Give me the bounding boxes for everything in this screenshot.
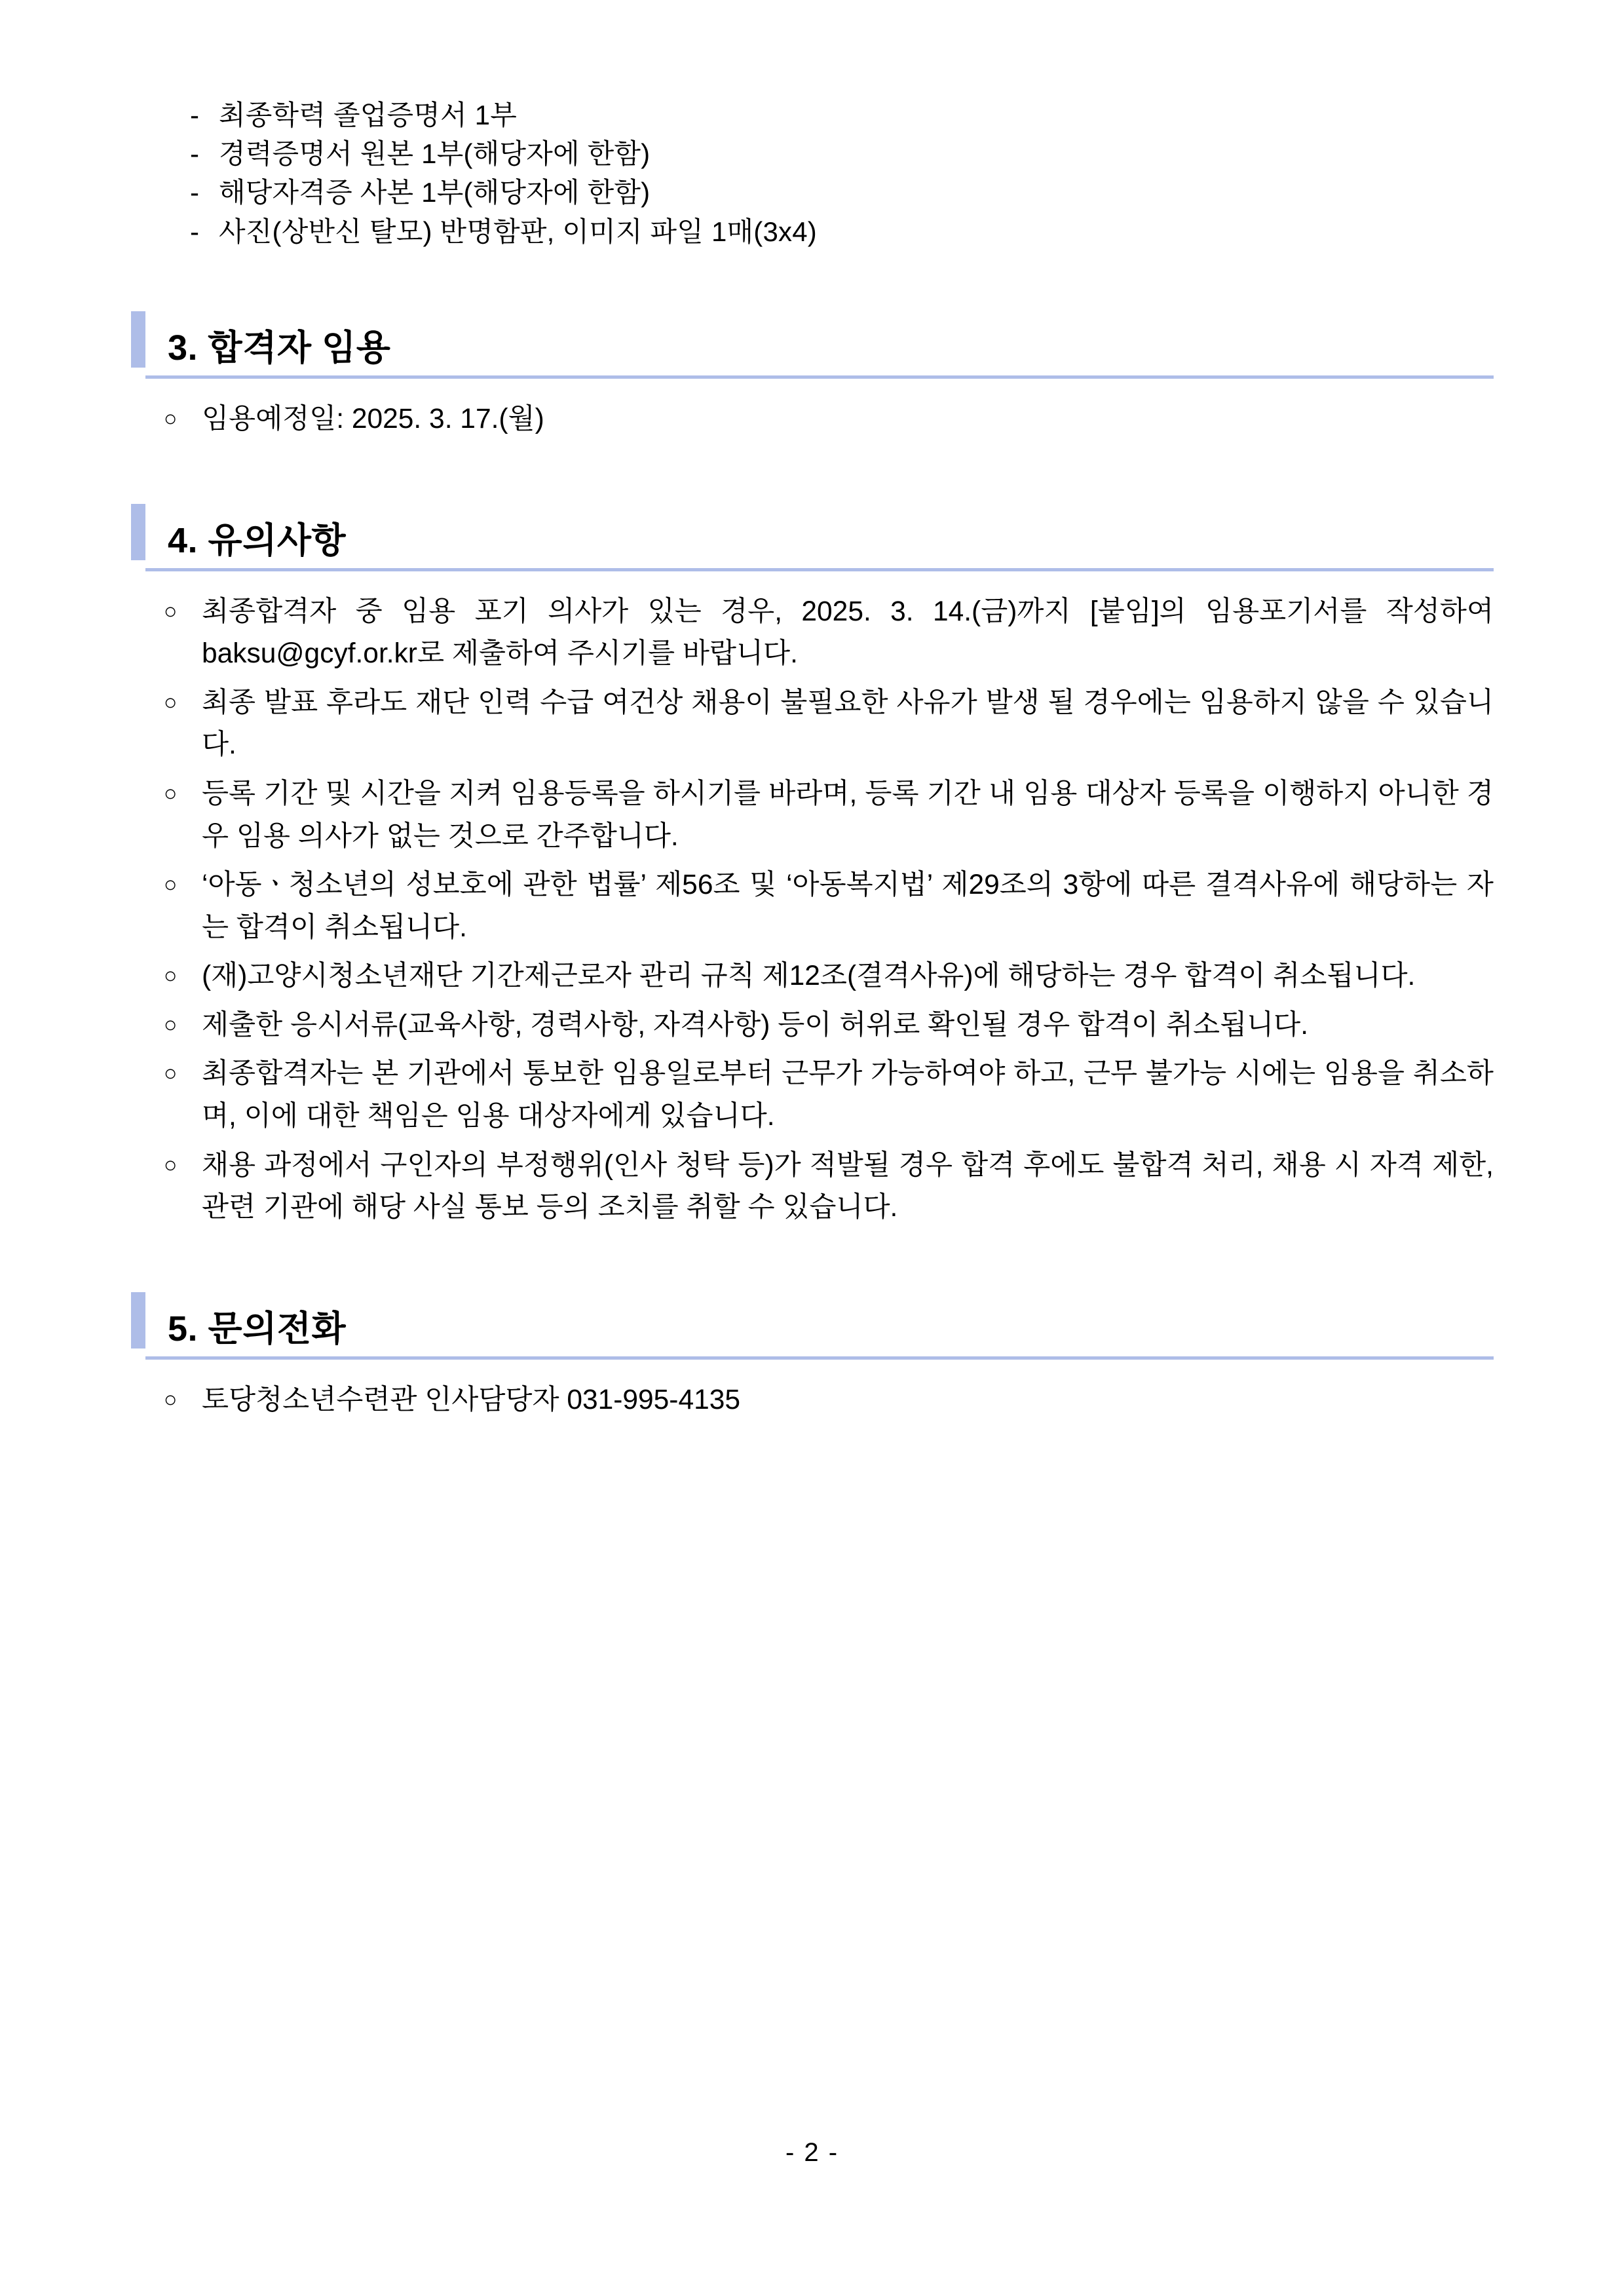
list-item-label: 경력증명서 원본 1부(해당자에 한함) [219, 138, 651, 170]
accent-bar [131, 504, 145, 560]
section-divider [145, 1356, 1494, 1360]
list-item-label: 사진(상반신 탈모) 반명함판, 이미지 파일 1매(3x4) [219, 216, 817, 247]
list-item-label: 해당자격증 사본 1부(해당자에 한함) [219, 177, 651, 208]
list-item: ○ 최종 발표 후라도 재단 인력 수급 여건상 채용이 불필요한 사유가 발생 될 경우에는 임용하지 않을 수 있습니다. [131, 682, 1494, 767]
section-appointment [131, 311, 1494, 441]
section-items [131, 591, 1494, 1229]
list-item: ○ 등록 기간 및 시간을 지켜 임용등록을 하시기를 바라며, 등록 기간 내 임용 대상자 등록을 이행하지 아니한 경우 임용 의사가 없는 것으로 간주합니다. [131, 773, 1494, 858]
section-divider [145, 568, 1494, 571]
section-title: 5. 문의전화 [168, 1309, 347, 1349]
section-title: 4. 유의사항 [168, 520, 347, 560]
accent-bar [131, 1292, 145, 1349]
attachment-list [190, 98, 1494, 248]
dash-marker: - [190, 177, 200, 208]
section-heading [131, 1292, 1494, 1355]
page-number: - 2 - [785, 2138, 839, 2167]
section-notes [131, 504, 1494, 1229]
section-heading [131, 504, 1494, 567]
list-item [190, 176, 1494, 209]
list-item: ○ 임용예정일: 2025. 3. 17.(월) [131, 398, 1494, 441]
section-items [131, 1379, 1494, 1422]
section-contact [131, 1292, 1494, 1422]
section-heading [131, 311, 1494, 374]
list-item: ○ 최종합격자 중 임용 포기 의사가 있는 경우, 2025. 3. 14.(금)까지 [붙임]의 임용포기서를 작성하여 baksu@gcyf.or.kr로 제출하여 주시기를 바랍니다. [131, 591, 1494, 676]
list-item: ○ 제출한 응시서류(교육사항, 경력사항, 자격사항) 등이 허위로 확인될 경우 합격이 취소됩니다. [131, 1004, 1494, 1047]
section-title: 3. 합격자 임용 [168, 328, 391, 368]
list-item-label: 최종학력 졸업증명서 1부 [219, 100, 518, 130]
dash-marker: - [190, 138, 200, 170]
page-content [131, 98, 1494, 1421]
list-item: ○ 채용 과정에서 구인자의 부정행위(인사 청탁 등)가 적발될 경우 합격 후에도 불합격 처리, 채용 시 자격 제한, 관련 기관에 해당 사실 통보 등의 조치를 취할 수 있습니다. [131, 1145, 1494, 1229]
list-item: ○ 토당청소년수련관 인사담당자 031-995-4135 [131, 1379, 1494, 1422]
list-item: ○ ‘아동ㆍ청소년의 성보호에 관한 법률’ 제56조 및 ‘아동복지법’ 제29조의 3항에 따른 결격사유에 해당하는 자는 합격이 취소됩니다. [131, 864, 1494, 949]
accent-bar [131, 311, 145, 368]
dash-marker: - [190, 100, 200, 130]
section-divider [145, 375, 1494, 379]
list-item [190, 98, 1494, 132]
dash-marker: - [190, 216, 200, 247]
section-items [131, 398, 1494, 441]
list-item [190, 137, 1494, 170]
list-item: ○ (재)고양시청소년재단 기간제근로자 관리 규칙 제12조(결격사유)에 해당하는 경우 합격이 취소됩니다. [131, 955, 1494, 998]
list-item: ○ 최종합격자는 본 기관에서 통보한 임용일로부터 근무가 가능하여야 하고, 근무 불가능 시에는 임용을 취소하며, 이에 대한 책임은 임용 대상자에게 있습니다. [131, 1053, 1494, 1138]
list-item [190, 215, 1494, 248]
